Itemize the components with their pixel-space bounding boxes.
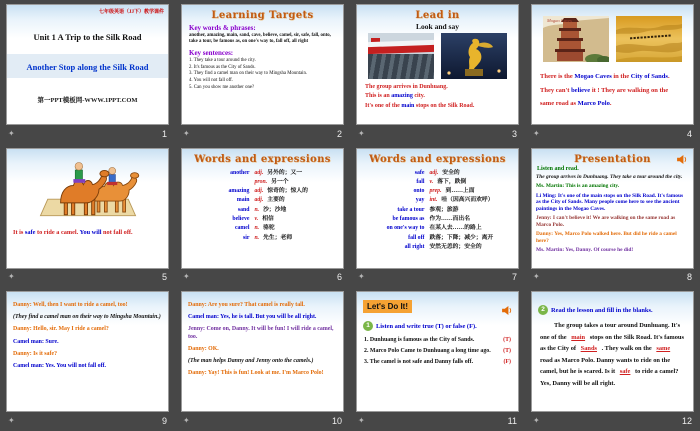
thumb-bar	[181, 413, 344, 428]
text-line: Danny: Well, then I want to ride a camel, too!	[13, 302, 128, 309]
unit-title: Unit 1 A Trip to the Silk Road	[33, 32, 142, 42]
text-line: 1. They take a tour around the city.	[189, 57, 256, 63]
thumb-bar	[356, 270, 519, 285]
text-line: safe adj. 安全的	[414, 169, 460, 176]
text-line: on one's way to 在某人去……的路上	[386, 225, 482, 232]
key-sentences-list	[189, 58, 336, 92]
animation-star-icon: ✦	[8, 272, 15, 282]
text-line: same road as Marco Polo.	[540, 100, 612, 108]
text-line: fall off 跌落；下降；减少；离开	[408, 234, 494, 241]
animation-star-icon: ✦	[358, 128, 365, 138]
slide-cell-12	[525, 287, 700, 431]
slide-9[interactable]	[6, 291, 169, 412]
text-line: 5. Can you show me another one?	[189, 84, 255, 90]
text-line: Jenny: Come on, Danny. It will be fun! I will ride a camel, too.	[188, 326, 334, 340]
text-line: take a tour 参观；旅游	[397, 206, 459, 213]
mogao-caves-photo	[543, 16, 609, 62]
dunhuang-station-photo	[368, 33, 434, 79]
thumb-bar	[356, 413, 519, 428]
text-line: Danny: Hello, sir. May I ride a camel?	[13, 326, 109, 333]
slide-12[interactable]	[531, 291, 694, 412]
animation-star-icon: ✦	[8, 415, 15, 425]
vocabulary-table	[357, 169, 518, 252]
text-line: The group arrives in Dunhuang. They take a tour around the city.	[536, 174, 683, 181]
slide-cell-8	[525, 144, 700, 288]
slide-cell-7	[350, 144, 525, 288]
text-line: It is safe to ride a camel. You will not fall off.	[13, 228, 133, 236]
photo-caption: Mogao Caves	[547, 18, 572, 23]
text-line: believe v. 相信	[232, 215, 274, 222]
text-line: 2. It's famous as the City of Sands.	[189, 64, 256, 70]
slide-cell-2	[175, 0, 350, 144]
slide-cell-3	[350, 0, 525, 144]
camel-illustration-wrap	[7, 159, 168, 223]
text-line: 3. They find a camel man on their way to Mingsha Mountain.	[189, 71, 308, 77]
template-site-label: 第一PPT模板网-WWW.1PPT.COM	[37, 97, 138, 104]
text-line: Danny: Yay! This is fun! Look at me. I'm Marco Polo!	[188, 369, 324, 376]
text-line: Danny: Are you sure? That camel is really tall.	[188, 302, 305, 309]
rider-front	[73, 162, 85, 182]
slide-7[interactable]	[356, 148, 519, 269]
slide-8[interactable]	[531, 148, 694, 269]
slide-subtitle: Look and say	[416, 22, 459, 31]
thumb-bar	[531, 126, 694, 141]
slide-title: Lead in	[415, 10, 460, 21]
text-line: be famous as 作为……而出名	[392, 215, 471, 222]
text-line: It's one of the main stops on the Silk Road.	[365, 102, 475, 109]
station-glass	[368, 54, 434, 79]
text-line: main adj. 主要的	[236, 197, 285, 204]
slide-number: 8	[686, 272, 692, 283]
speaker-icon[interactable]	[677, 155, 688, 164]
text-line: pron. 另一个	[254, 178, 289, 185]
slide-5[interactable]	[6, 148, 169, 269]
slide-title: Presentation	[574, 153, 651, 165]
text-line: 3. The camel is not safe and Danny falls off. (F)	[364, 359, 511, 366]
text-line: Danny: Is it safe?	[13, 350, 58, 357]
text-line: yay int. 哇（因高兴而欢呼）	[415, 197, 494, 204]
text-line: fall v. 落下，跌倒	[416, 178, 467, 185]
slide-number: 11	[507, 415, 517, 426]
rider-back	[107, 167, 117, 185]
desert-art	[616, 16, 682, 62]
slide-cell-11	[350, 287, 525, 431]
thumb-bar	[6, 270, 169, 285]
text-line: Camel man: Sure.	[13, 338, 59, 345]
thumb-bar	[531, 270, 694, 285]
text-line: This is an amazing city.	[365, 93, 425, 100]
thumb-bar	[6, 126, 169, 141]
true-false-items	[364, 337, 511, 365]
task-instruction: Read the lesson and fill in the blanks.	[551, 306, 653, 314]
animation-star-icon: ✦	[183, 415, 190, 425]
slide-3[interactable]	[356, 4, 519, 125]
lesson-title-strip	[7, 53, 168, 79]
courseware-header: 七年级英语（JJ下）教学课件	[98, 10, 164, 15]
text-line: amazing adj. 惊奇的；惊人的	[228, 188, 308, 195]
slide-number: 5	[161, 272, 167, 283]
text-line: The group takes a tour around Dunhuang. It's one of the main stops on the Silk Road. It's famous as the City of Sands . They walk on the same road as Marco Polo. Danny wants to ride on the camel, but he is scared. Is it safe to ride a camel? Yes, Danny will be all right.	[540, 322, 684, 387]
safe-camel-text	[13, 229, 164, 238]
fill-in-blanks-paragraph	[540, 320, 685, 389]
photo-row	[532, 16, 693, 62]
text-line: The group arrives in Dunhuang.	[365, 84, 448, 90]
slide-4[interactable]	[531, 4, 694, 125]
animation-star-icon: ✦	[533, 128, 540, 138]
keysentences-heading: Key sentences:	[189, 48, 234, 57]
lead-in-text	[365, 83, 510, 111]
text-line: another adj. 另外的；又一	[230, 169, 303, 176]
vocabulary-table	[182, 169, 343, 243]
slide-1[interactable]	[6, 4, 169, 125]
text-line: camel n. 骆驼	[234, 225, 275, 232]
thumb-bar	[181, 270, 344, 285]
slide-number: 2	[336, 128, 342, 139]
lets-do-it-label: Let's Do It!	[363, 300, 412, 313]
text-line: sir n. 先生；老师	[242, 234, 293, 241]
text-line: 4. You will not fall off.	[189, 78, 233, 84]
slide-11[interactable]	[356, 291, 519, 412]
text-line: There is the Mogao Caves in the City of Sands.	[540, 73, 670, 80]
slide-6[interactable]	[181, 148, 344, 269]
slide-10[interactable]	[181, 291, 344, 412]
slide-title: Words and expressions	[194, 153, 331, 165]
animation-star-icon: ✦	[183, 128, 190, 138]
text-line: Camel man: Yes, he is tall. But you will be all right.	[188, 314, 317, 321]
dialogue-text	[13, 302, 162, 369]
keywords-heading: Key words & phrases:	[189, 24, 256, 32]
dialogue-text	[188, 302, 337, 377]
slide-cell-5	[0, 144, 175, 288]
camel-cartoon	[32, 159, 144, 223]
text-line: Ms. Martin: Yes, Danny. Of course he did!	[536, 247, 634, 254]
task-row	[363, 321, 512, 331]
text-line: onto prep. 到……上面	[413, 188, 475, 195]
slide-number: 12	[681, 415, 692, 426]
keywords-text: another, amazing, main, sand, cave, believe, camel, sir, safe, fall, onto, take a tour, be famous as, on one's way to, fall off, all right	[189, 33, 331, 45]
task-instruction: Listen and write true (T) or false (F).	[376, 322, 477, 330]
thumb-bar	[181, 126, 344, 141]
dialogue-text	[536, 174, 689, 254]
text-line: all right 安然无恙的；安全的	[404, 243, 482, 250]
desert-caravan-photo	[616, 16, 682, 62]
slide-cell-9	[0, 287, 175, 431]
slide-number: 4	[686, 128, 692, 139]
animation-star-icon: ✦	[358, 415, 365, 425]
thumb-bar	[356, 126, 519, 141]
animation-star-icon: ✦	[533, 415, 540, 425]
animation-star-icon: ✦	[183, 272, 190, 282]
statue-art	[441, 33, 507, 79]
lesson-title: Another Stop along the Silk Road	[26, 62, 149, 72]
task-number-badge: 1	[363, 321, 373, 331]
text-line: Ms. Martin: This is an amazing city.	[536, 183, 620, 190]
slide-title: Learning Targets	[211, 10, 314, 21]
slide-cell-1	[0, 0, 175, 144]
text-line: 2. Marco Polo Came to Dunhuang a long time ago. (T)	[364, 348, 511, 355]
golden-statue-photo	[441, 33, 507, 79]
text-line: Jenny: I can't believe it! We are walking on the same road as Marco Polo.	[536, 215, 676, 229]
text-line: Danny: Yes, Marco Polo walked here. But did he ride a camel here?	[536, 231, 677, 245]
animation-star-icon: ✦	[358, 272, 365, 282]
slide-cell-10	[175, 287, 350, 431]
text-line: sand n. 沙；沙地	[237, 206, 287, 213]
text-line: (They find a camel man on their way to Mingsha Mountain.)	[13, 314, 161, 321]
animation-star-icon: ✦	[8, 128, 15, 138]
slide-2[interactable]	[181, 4, 344, 125]
listen-read-label: Listen and read.	[537, 165, 579, 172]
text-line: (The man helps Danny and Jenny onto the camels.)	[188, 357, 314, 364]
text-line: They can't believe it ! They are walking on the	[540, 86, 669, 94]
slide-number: 1	[161, 128, 167, 139]
slide-title: Words and expressions	[369, 153, 506, 165]
caption-text	[540, 70, 685, 111]
text-line: Danny: OK.	[188, 345, 219, 352]
text-line: 1. Dunhuang is famous as the City of Sands. (T)	[364, 337, 511, 344]
text-line: Camel man: Yes. You will not fall off.	[13, 362, 106, 369]
photo-row	[357, 33, 518, 79]
slide-number: 6	[336, 272, 342, 283]
task-row	[538, 305, 687, 315]
slide-number: 9	[161, 415, 167, 426]
slide-cell-4	[525, 0, 700, 144]
slide-number: 7	[511, 272, 517, 283]
slide-number: 3	[511, 128, 517, 139]
animation-star-icon: ✦	[533, 272, 540, 282]
text-line: Li Ming: It's one of the main stops on the Silk Road. It's famous as the City of Sands. Many people come here to see the ancient paintings in the Mogao Caves.	[536, 192, 684, 213]
thumb-bar	[531, 413, 694, 428]
speaker-icon[interactable]	[502, 306, 513, 315]
task-number-badge: 2	[538, 305, 548, 315]
thumb-bar	[6, 413, 169, 428]
slide-cell-6	[175, 144, 350, 288]
slide-number: 10	[331, 415, 342, 426]
